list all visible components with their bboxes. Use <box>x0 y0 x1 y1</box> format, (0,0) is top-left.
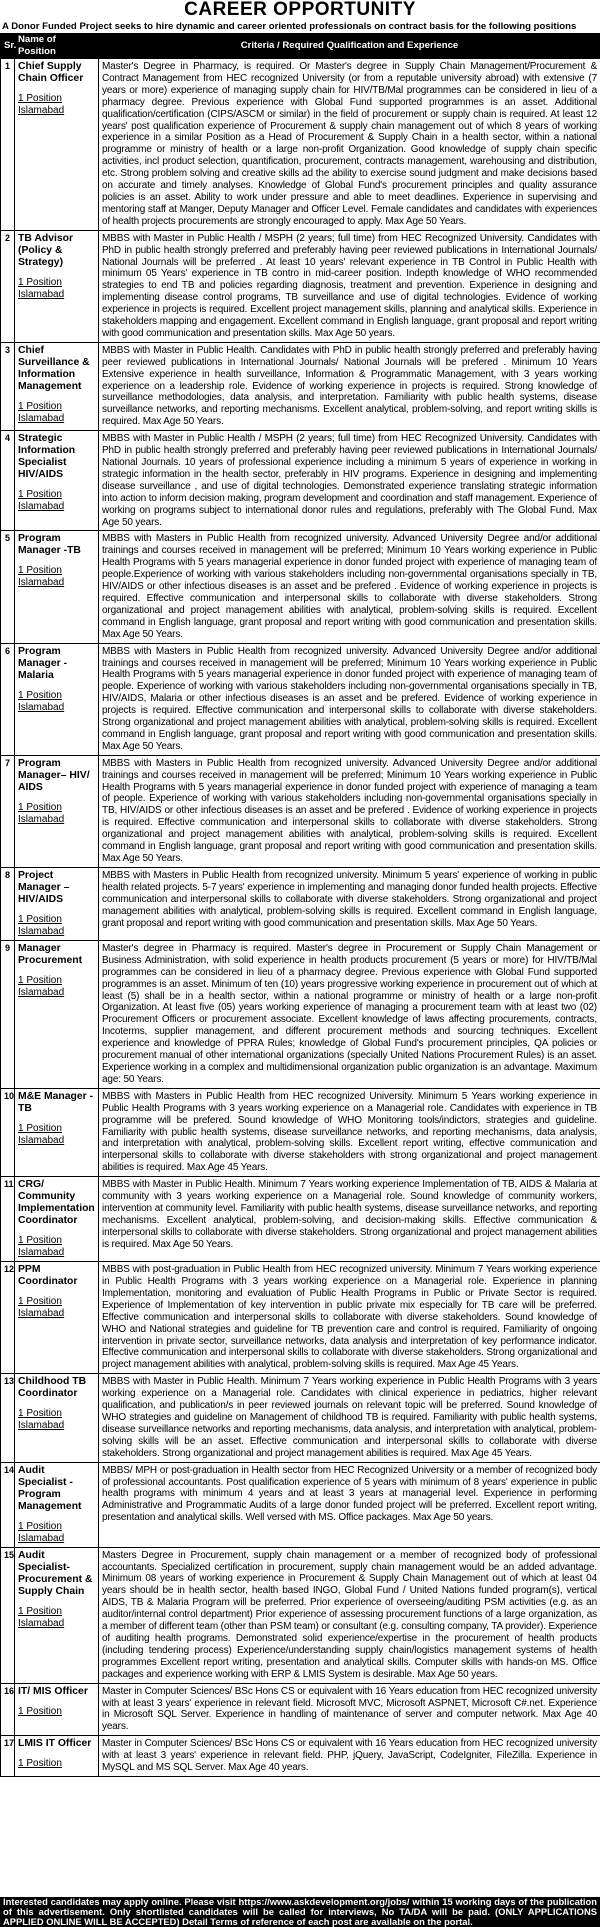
position-count: 1 Position <box>18 913 62 925</box>
position-location: Islamabad <box>18 288 65 300</box>
position-name: Childhood TB Coordinator <box>18 1376 87 1400</box>
column-header-name: Name of Position <box>15 34 99 59</box>
position-count: 1 Position <box>18 1605 62 1617</box>
position-count: 1 Position <box>18 1408 62 1420</box>
position-count: 1 Position <box>18 93 62 104</box>
position-number: 14 <box>1 1462 15 1547</box>
position-cell <box>15 1262 99 1374</box>
position-count: 1 Position <box>18 1758 62 1770</box>
page-title: CAREER OPPORTUNITY <box>184 0 416 20</box>
position-location: Islamabad <box>18 1617 65 1629</box>
position-cell <box>15 230 99 342</box>
position-criteria: MBBS with Masters in Public Health from recognized university. Advanced University Degree and/or additional trainings and courses received in management will be preferred; Minimum 10 Years working experience in Public Health Programs with 5 years managerial experience in donor funded project with experience of managing a team of people. Experience of working with various stakeholders including non-governmental organisations specially in TB, HIV/AIDS or other infectious diseases is an asset and be prefered . Evidence of working experience in projects is required. Effective communication and interpersonal skills to collaborate with diverse stakeholders. Strong organizational and project management abilities with analytical, problem-solving skills is required. Excellent command in English language, grant proposal and report writing with good communication and presentation skills. Max Age 50 Years. <box>99 755 600 867</box>
position-number: 11 <box>1 1177 15 1262</box>
position-name: Chief Surveillance & Information Management <box>18 344 90 392</box>
position-cell <box>15 1177 99 1262</box>
position-criteria: Masters Degree in Procurement, supply chain management or a member of recognized body of professional accountants. Specialized certification in procurement, supply chain management would be an added advantage. Minimum 08 years of working experience in Procurement & Supply Chain Management out of which at least 04 years should be in health sector, health based INGO, Global Fund / United Nations funded program(s), vertical AIDS, TB & Malaria Program will be preferred. Prior experience of overseeing/auditing PSM activities (e.g. as an auditor/internal control department) Prior experience of assessing procurement functions of a large organization, as a member of different team (other than PSM team) or consultant (e.g. consulting company, TA provider). Experience of auditing health programs. Demonstrated solid experience/expertise in the procurement of health products (including tendering process) Experience/understanding supply chain/logistics management systems of health programmes Excellent report writing, presentation and analytical skills. Computer skills with hands-on MS. Office packages and experience working with ERP & LMIS System is desirable. Max Age 50 years. <box>99 1547 600 1683</box>
table-row <box>1 1262 600 1374</box>
position-name: Chief Supply Chain Officer <box>18 61 84 84</box>
position-cell <box>15 755 99 867</box>
position-number: 2 <box>1 230 15 342</box>
position-criteria: MBBS with Master in Public Health. Minimum 7 Years working experience in Public Health Programs with 3 years working experience on a Managerial role. Candidates with clinical experience in pediatrics, higher relevant qualification, and publication/s in peer reviewed journals on relevant topic will be preferred. Sound knowledge of WHO strategies and guideline on Management of childhood TB is required. Familiarity with public health systems, disease surveillance networks and reporting mechanisms, data analysis, and interpretation with analytical, problem-solving skills will be an asset. Effective communication and interpersonal skills to collaborate with diverse stakeholders. Strong organizational and project management abilities is required. Max Age 45 Years. <box>99 1374 600 1462</box>
position-location: Islamabad <box>18 577 65 589</box>
position-cell <box>15 1088 99 1176</box>
position-name: Audit Specialist- Procurement & Supply Chain <box>18 1549 93 1597</box>
position-name: TB Advisor (Policy & Strategy) <box>18 232 74 268</box>
table-row <box>1 531 600 643</box>
position-number: 5 <box>1 531 15 643</box>
table-row <box>1 1547 600 1683</box>
position-criteria: MBBS with post-graduation in Public Health from HEC recognized university. Minimum 7 Years working experience in Public Health Programs with 3 years working experience on a Managerial role. Experience in planning Implementation, monitoring and evaluation of Public Health Programs in Public or Private Sector is required. Experience of Implementation of key intervention in public private mix especially for TB care will be preferred. Effective communication and interpersonal skills to collaborate with diverse stakeholders. Sound knowledge of WHO and National strategies and guideline for TB prevention care and control is required. Familiarity of ongoing intervention in private sector, surveillance networks, data analysis and interpretation of key performance indicator. Effective communication and interpersonal skills to collaborate with diverse stakeholders. Strong organizational and project management abilities with analytical, problem-solving skills is required. Max Age 45 Years. <box>99 1262 600 1374</box>
position-name: CRG/ Community Implementation Coordinator <box>18 1179 95 1227</box>
table-row <box>1 59 600 231</box>
table-row <box>1 230 600 342</box>
position-name: LMIS IT Officer <box>18 1738 92 1750</box>
position-criteria: Master's Degree in Pharmacy, is required. Or Master's degree in Supply Chain Management/Procurement & Contract Management from HEC recognized University (or from a reputable university abroad) with extensive (7 years or more) experience of managing supply chain for HIV/TB/Mal programmes can be considered in lieu of a pharmacy degree. Previous experience with Global Fund supported programmes is an asset. Additional qualification/certification (CIPS/ASCM or similar) in the field of procurement or supply chain is required. At least 12 years' post qualification experience of Procurement & supply chain management out of which 8 years of working experience in a similar Position as a Head of Procurement & Supply Chain in a health sector, within a national programme or ministry of health or a large non-profit Organization. Good knowledge of supply chain specific activities, incl product selection, quantification, procurement, contracts management, warehousing and distribution, etc. Strong problem solving and creative skills ad the ability to exercise sound judgment and make decisions based on accurate and timely analyses. Knowledge of Global Fund's procurement principles and quality assurance policies is an asset. Ability to work under pressure and able to meet deadlines. Experience in supervising and mentoring staff at Manger, Deputy Manager and Officer Level. Female candidates and candidates with experiences of health projects procurements are strongly encouraged to apply. Max Age 50 Years. <box>99 59 600 231</box>
table-row <box>1 1736 600 1777</box>
position-cell <box>15 643 99 755</box>
position-cell <box>15 531 99 643</box>
position-name: Program Manager -TB <box>18 533 81 557</box>
position-criteria: MBBS with Masters in Public Health from recognized university. Minimum 5 years' experience of working in public health related projects. 5-7 years' experience in implementing and managing donor funded health projects. Effective communication and interpersonal skills to collaborate with diverse stakeholders. Strong organizational and project management abilities with analytical, problem-solving skills is required. Excellent command in English language, grant proposal and report writing with good communication and presentation skills. Max Age 50 Years. <box>99 867 600 940</box>
position-name: Strategic Information Specialist HIV/AIDS <box>18 433 76 481</box>
position-cell <box>15 1736 99 1777</box>
position-location: Islamabad <box>18 986 65 998</box>
position-location: Islamabad <box>18 1308 65 1320</box>
table-row <box>1 1683 600 1736</box>
position-name: Program Manager - Malaria <box>18 645 68 681</box>
position-count: 1 Position <box>18 1520 62 1532</box>
position-cell <box>15 1462 99 1547</box>
position-cell <box>15 59 99 231</box>
position-criteria: Master in Computer Sciences/ BSc Hons CS or equivalent with 16 Years education from HEC recognized university with at least 3 years' experience in relevant field. PHP, jQuery, JavaScript, CodeIgniter, FileZilla. Experience in MySQL and MS SQL Server. Max Age 40 years. <box>99 1736 600 1777</box>
position-criteria: Master's degree in Pharmacy is required. Master's degree in Procurement or Supply Chain Management or Business Administration, with solid experience in health products procurement (5 years or more) for HIV/TB/Mal programmes can be considered in lieu of a pharmacy degree. Previous experience with Global Fund supported programmes is an asset. Minimum of ten (10) years progressive working experience in procurement out of which at least (5) shall be in a health sector, within a national programme or ministry of health or a large non-profit Organization. At least five (05) years working experience of managing a procurement team with at least two (02) Procurement Officers or procurement associate. Excellent knowledge of laws affecting procurements, contracts, Incoterms, supplier management, and different procurement methods and sourcing techniques. Excellent experience and knowledge of PPRA Rules; knowledge of Global Fund's procurement principles, QA policies or procurement manual of other international organizations (specially United Nations Procurement Rules) is an asset. Experience working in a complex and multidimensional organization public organization is an advantage. Maximum age: 50 Years. <box>99 940 600 1088</box>
table-header-row <box>1 34 600 59</box>
position-location: Islamabad <box>18 1532 65 1544</box>
position-cell <box>15 1547 99 1683</box>
position-criteria: MBBS/ MPH or post-graduation in Health sector from HEC Recognized University or a member of recognized body of professional accountants. Post qualification experience of 5 years with minimum of 8 years' experience in public health programs with minimum 4 years and at least 3 years at managerial level. Experience in performing Administrative and Programmatic Audits of a large donor funded project will be preferred. Excellent report writing, presentation and analytical skills. Well versed with MS. Office packages. Max Age 50 years. <box>99 1462 600 1547</box>
position-name: M&E Manager - TB <box>18 1090 94 1114</box>
page-subtitle: A Donor Funded Project seeks to hire dynamic and career oriented professionals on contract basis for the following positions <box>2 21 577 32</box>
position-number: 9 <box>1 940 15 1088</box>
position-name: Manager Procurement <box>18 942 83 966</box>
position-name: PPM Coordinator <box>18 1264 78 1288</box>
column-header-sr: Sr. <box>1 34 15 59</box>
position-cell <box>15 940 99 1088</box>
position-location: Islamabad <box>18 813 65 825</box>
table-row <box>1 755 600 867</box>
position-location: Islamabad <box>18 1420 65 1432</box>
position-location: Islamabad <box>18 1134 65 1146</box>
application-instructions: Interested candidates may apply online. Please visit https://www.askdevelopment.org/jobs/ within 15 working days of the publication of this advertisement. Only shortlisted candidates will be called for interviews, No TA/DA will be paid. (ONLY APPLICATIONS APPLIED ONLINE WILL BE ACCEPTED) Detail Terms of reference of each post are available on the portal. <box>0 1897 600 1927</box>
table-row <box>1 1177 600 1262</box>
position-count: 1 Position <box>18 1235 62 1247</box>
position-number: 17 <box>1 1736 15 1777</box>
position-number: 12 <box>1 1262 15 1374</box>
position-count: 1 Position <box>18 1296 62 1308</box>
position-criteria: MBBS with Masters in Public Health from HEC recognized University. Minimum 5 Years working experience in Public Health Programs with 3 years working experience on a Managerial role. Candidates with experience in TB programme will be prefered. Sound knowledge of WHO Monitoring tools/indictors, strategies and guideline. Familiarity with public health systems, disease surveillance networks, and reporting mechanisms, data analysis, and interpretation with analytical, problem-solving skills. Excellent report writing, effective communication and interpersonal skills to collaborate with diverse stakeholders with strong organizational and project management abilities is required. Max Age 45 Years. <box>99 1088 600 1176</box>
position-criteria: MBBS with Masters in Public Health from recognized university. Advanced University Degree and/or additional trainings and courses received in management will be preferred; Minimum 10 Years working experience in Public Health Programs with 5 years managerial experience in donor funded project with experience of managing team of people.Experience of working with various stakeholders including non-governmental organisations specially in TB, HIV/AIDS or other infectious diseases is an asset and be prefered . Evidence of working experience in projects is required. Effective communication and interpersonal skills to collaborate with diverse stakeholders. Strong organizational and project management abilities with analytical, problem-solving skills is required. Excellent command in English language, grant proposal and report writing with good communication and presentation skills. Max Age 50 Years. <box>99 531 600 643</box>
position-number: 4 <box>1 431 15 531</box>
position-count: 1 Position <box>18 565 62 577</box>
position-name: Project Manager – HIV/AIDS <box>18 869 70 905</box>
table-row <box>1 431 600 531</box>
position-count: 1 Position <box>18 801 62 813</box>
position-number: 8 <box>1 867 15 940</box>
position-name: IT/ MIS Officer <box>18 1685 88 1697</box>
position-cell <box>15 1374 99 1462</box>
position-criteria: MBBS with Master in Public Health / MSPH (2 years; full time) from HEC Recognized University. Candidates with PhD in public health strongly preferred and preferably having peer reviewed publications in International Journals/ National Journals. 10 years of professional experience including a minimum 5 years of experience in working in strategic information in the health sector, preferably in HIV programs. Experience in designing and implementing disease surveillance , and use of digital technologies. Demonstrated experience translating strategic information into action to inform decision making, program development and coordination and staff management. Experience of working on programs subject to international donor rules and regulations, preferably with The Global Fund. Max Age 50 years. <box>99 431 600 531</box>
position-criteria: MBBS with Master in Public Health. Minimum 7 Years working experience Implementation of TB, AIDS & Malaria at community with 3 years working experience on a Managerial role. Sound knowledge of community workers, intervention at community level. Familiarity with public health systems, disease surveillance networks, and reporting mechanisms. Excellent analytical, problem-solving, and decision-making skills. Effective communication & interpersonal skills to collaborate with diverse stakeholders. Strong organizational and project management abilities is required. Max Age 50 Years. <box>99 1177 600 1262</box>
position-number: 1 <box>1 59 15 231</box>
table-row <box>1 1088 600 1176</box>
positions-table <box>0 33 600 1777</box>
position-location: Islamabad <box>18 105 65 116</box>
position-count: 1 Position <box>18 400 62 412</box>
position-number: 10 <box>1 1088 15 1176</box>
position-location: Islamabad <box>18 412 65 424</box>
position-count: 1 Position <box>18 276 62 288</box>
table-row <box>1 1374 600 1462</box>
position-name: Audit Specialist - Program Management <box>18 1464 82 1512</box>
position-number: 7 <box>1 755 15 867</box>
position-location: Islamabad <box>18 501 65 513</box>
position-name: Program Manager– HIV/ AIDS <box>18 757 90 793</box>
position-location: Islamabad <box>18 701 65 713</box>
position-number: 15 <box>1 1547 15 1683</box>
position-number: 6 <box>1 643 15 755</box>
positions-body <box>1 59 600 1777</box>
table-row <box>1 940 600 1088</box>
position-criteria: MBBS with Masters in Public Health from recognized university. Advanced University Degree and/or additional trainings and courses received in management will be preferred; Minimum 10 Years working experience in Public Health Programs with 5 years managerial experience in donor funded project with experience of managing team of people. Experience of working with various stakeholders including non-governmental organisations specially in TB, HIV/AIDS, Malaria or other infectious diseases is an asset and be prefered. Evidence of working experience in projects is required. Effective communication and interpersonal skills to collaborate with diverse stakeholders. Strong organizational and project management abilities with analytical, problem-solving skills is required. Excellent command in English language, grant proposal and report writing with good communication and presentation skills. Max Age 50 Years. <box>99 643 600 755</box>
position-criteria: MBBS with Master in Public Health. Candidates with PhD in public health strongly preferred and preferably having peer reviewed publications in International Journals/ National Journals will be prefered . Minimum 10 Years Extensive experience in health surveillance, Information & Programmatic Management, with 3 years working experience on a leadership role. Evidence of working experience in projects is required. Strong knowledge of surveillance methodologies, data analysis, and interpretation. Familiarity with public health systems, disease surveillance networks, and reporting mechanisms. Excellent analytical, problem-solving, and report writing skills is required. Max Age 50 Years. <box>99 342 600 430</box>
position-cell <box>15 1683 99 1736</box>
position-count: 1 Position <box>18 689 62 701</box>
position-count: 1 Position <box>18 489 62 501</box>
position-criteria: Master in Computer Sciences/ BSc Hons CS or equivalent with 16 Years education from HEC recognized university with at least 3 years' experience in relevant field. Microsoft MVC, Microsoft ASPNET, Microsoft C#.net. Experience in Microsoft SQL Server. Experience in handling of maintenance of server and computer network. Max Age 40 years. <box>99 1683 600 1736</box>
position-count: 1 Position <box>18 1122 62 1134</box>
table-row <box>1 867 600 940</box>
position-count: 1 Position <box>18 974 62 986</box>
position-number: 16 <box>1 1683 15 1736</box>
table-row <box>1 342 600 430</box>
column-header-criteria: Criteria / Required Qualification and Experience <box>99 34 600 59</box>
position-cell <box>15 867 99 940</box>
position-number: 3 <box>1 342 15 430</box>
position-number: 13 <box>1 1374 15 1462</box>
position-criteria: MBBS with Master in Public Health / MSPH (2 years; full time) from HEC Recognized University. Candidates with PhD in public health strongly preferred and preferably having peer reviewed publications in International Journals/ National Journals will be preferred . At least 10 years' relevant experience in TB Control in Public Health with minimum 05 Years' experience in TB contro in mid-career position. Indepth knowledge of WHO recommended strategies to end TB and policies regarding diagnosis, treatment and prevention. Experience in designing and implementing disease control programs, TB surveillance and use of digital technologies. Evidence of working experience in projects is required. Excellent project management skills, planning and analytical skills. Experience in stakeholders mapping and engagement. Excellent command in English language, grant proposal and report writing with good communication and presentation skills. Max Age 50 years. <box>99 230 600 342</box>
position-count: 1 Position <box>18 1705 62 1717</box>
position-cell <box>15 431 99 531</box>
position-location: Islamabad <box>18 925 65 937</box>
position-location: Islamabad <box>18 1247 65 1259</box>
table-row <box>1 643 600 755</box>
table-row <box>1 1462 600 1547</box>
position-cell <box>15 342 99 430</box>
